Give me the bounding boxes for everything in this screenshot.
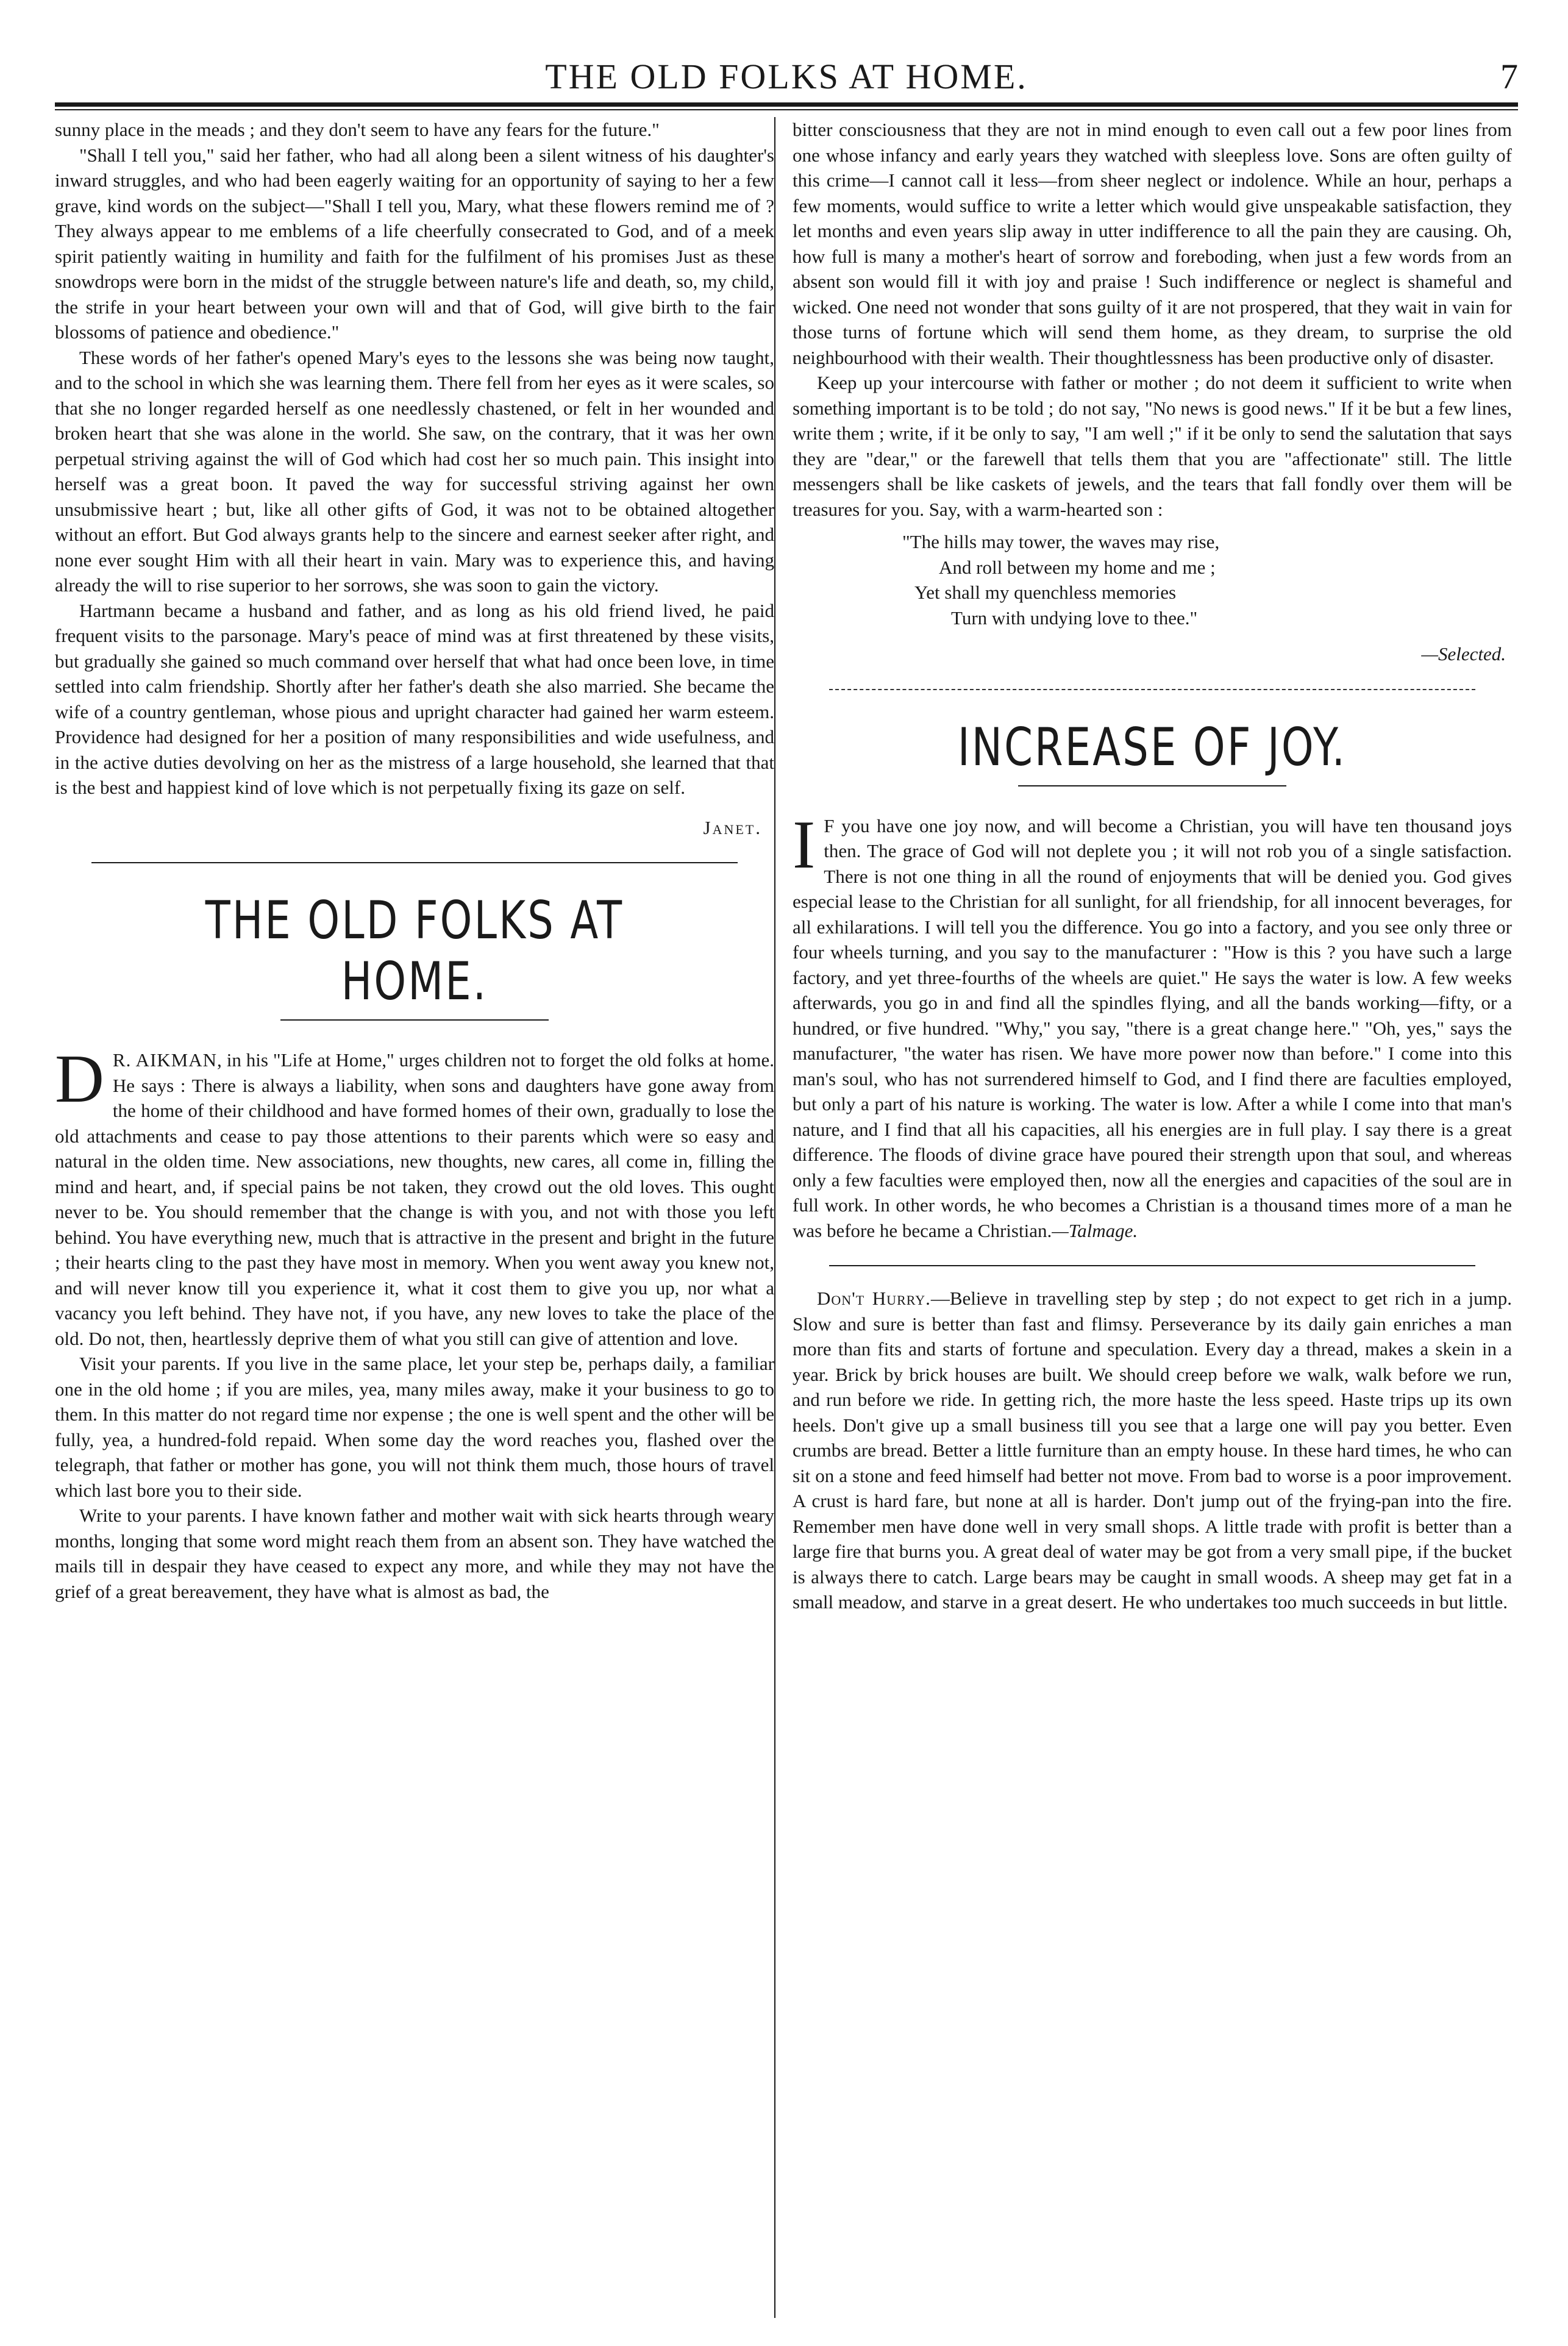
article-paragraph: Visit your parents. If you live in the same place, let your step be, perhaps daily, a familiar one in the old home ; if you are miles, yea, many miles away, make it your business to go to them. In this matter do not regard time nor expense ; the one is well spent and the other will be fully, yea, a hundred-fold repaid. When some day the word reaches you, flashed over the telegraph, that father or mother has gone, you will not think them much, those hours of travel which last bore you to their side. [55, 1353, 774, 1501]
poem-line: "The hills may tower, the waves may rise, [902, 531, 1220, 552]
article-paragraph: bitter consciousness that they are not in mind enough to even call out a few poor lines from one whose infancy and early years they watched with sleepless love. Sons are often guilty of this crime—I cannot call it less—from sheer neglect or indolence. While an hour, perhaps a few moments, would suffice to write a letter which would give unspeakable satisfaction, they let months and even years slip away in utter indifference to all the pain they are causing. Oh, how full is many a mother's heart of sorrow and foreboding, when just a few words from an absent son would fill it with joy and praise ! Such indifference or neglect is shameful and wicked. One need not wonder that sons guilty of it are not prospered, that they wait in vain for those turns of fortune which will send them home, as they dream, to surprise the old neighbourhood with their wealth. Their thoughtlessness has been productive only of disaster. [793, 119, 1512, 368]
poem-line: Yet shall my quenchless memories [914, 582, 1177, 603]
story-paragraph: Hartmann became a husband and father, and as long as his old friend lived, he paid frequent visits to the parsonage. Mary's peace of mind was at first threatened by these visits, but gradually she gained so much command over herself that what had once been love, in time settled into calm friendship. Shortly after her father's death she also married. She became the wife of a country gentleman, whose pious and upright character had gained her warm esteem. Providence had designed for her a position of many responsibilities and wide usefulness, and in the active duties devolving on her as the mistress of a large household, she learned that that is the best and happiest kind of love which is not perpetually fixing its gaze on self. [55, 599, 774, 798]
header-rule [55, 102, 1518, 110]
article-paragraph [793, 1286, 1512, 1615]
left-column [55, 117, 774, 2318]
article-title: INCREASE OF JOY. [957, 716, 1347, 778]
running-header [55, 54, 1518, 102]
section-separator [829, 689, 1475, 690]
article-paragraph: Write to your parents. I have known father and mother wait with sick hearts through weary months, longing that some word might reach them from an absent son. They have watched the mails till in despair they have ceased to expect any more, and while they may not have the grief of a great bereavement, they have what is almost as bad, the [55, 1505, 774, 1602]
selected-credit: —Selected. [1421, 643, 1506, 665]
poem-line: Turn with undying love to thee." [951, 607, 1198, 629]
dropcap: D [55, 1041, 104, 1117]
right-column [793, 117, 1512, 2318]
article-text: F you have one joy now, and will become a Christian, you will have ten thousand joys then. The grace of God will not deplete you ; it will not rob you of a single satisfaction. There is not one thing in all the round of enjoyments that will be denied you. God gives especial lease to the Christian for all sunlight, for all friendship, for all innocent beverages, for all exhilarations. I will tell you the difference. You go into a factory, and you see only three or four wheels turning, and you say to the manufacturer : "How is this ? you have such a large factory, and yet three-fourths of the wheels are quiet." He says the water is low. A few weeks afterwards, you go in and find all the spindles flying, and all the bands working—fifty, or a hundred, or five hundred. "Why," you say, "there is a great change here." "Oh, yes," says the manufacturer, "the water has risen. We have more power now than before." I come into this man's soul, who has not surrendered himself to God, and I find there are faculties employed, but only a part of his nature is working. The water is low. After a while I come into that man's nature, and I find that all his capacities, all his energies are in full play. I say there is a great difference. The floods of divine grace have poured their strength upon that soul, and whereas only a few faculties were employed then, now all the energies and capacities of the soul are in full work. In other words, he who becomes a Christian is a thousand times more of a man he was before he became a Christian. [793, 815, 1512, 1241]
lead-author: R. AIKMAN [112, 1049, 217, 1071]
article-paragraph [55, 1041, 774, 1351]
section-separator [829, 1265, 1475, 1266]
story-paragraph: sunny place in the meads ; and they don't seem to have any fears for the future." [55, 119, 660, 140]
page-number: 7 [1500, 57, 1518, 96]
title-underline [280, 1019, 549, 1021]
dropcap: I [793, 807, 816, 883]
story-paragraph: "Shall I tell you," said her father, who had all along been a silent witness of his daughter's inward struggles, and who had been eagerly waiting for an opportunity of saying to her a few grave, kind words on the subject—"Shall I tell you, Mary, what these flowers remind me of ? They always appear to me emblems of a life cheerfully consecrated to God, and of a meek spirit patiently waiting in humility and faith for the fulfilment of his promises Just as these snowdrops were born in the midst of the struggle between nature's life and death, so, my child, the strife in your heart between your own will and that of God, will give birth to the fair blossoms of patience and obedience." [55, 144, 774, 343]
section-separator [91, 862, 738, 863]
poem-line: And roll between my home and me ; [939, 556, 1216, 578]
running-title: THE OLD FOLKS AT HOME. [545, 57, 1028, 96]
article-text: —Believe in travelling step by step ; do not expect to get rich in a jump. Slow and sure is better than fast and flimsy. Perseverance by its daily gain enriches a man more than fits and starts of fortune and speculation. Every day a thread, makes a skein in a year. Brick by brick houses are built. We should creep before we walk, walk before we run, and run before we ride. In getting rich, the more haste the less speed. Haste trips up its own heels. Don't give up a small business till you see that a large one will pay you better. Even crumbs are bread. Better a little furniture than an empty house. In these hard times, he who can sit on a stone and feed himself had better not move. From bad to worse is a poor improvement. A crust is hard fare, but none at all is harder. Don't jump out of the frying-pan into the fire. Remember men have done well in very small shops. A little trade with profit is better than a large fire that burns you. A great deal of water may be got from a very small pipe, if the bucket is always there to catch. Large bears may be caught in small woods. A sheep may get fat in a small meadow, and starve in a great desert. He who undertakes too much succeeds in but little. [793, 1288, 1512, 1613]
attribution: —Talmage. [1052, 1219, 1138, 1241]
lead-heading: Don't Hurry. [817, 1288, 931, 1309]
article-paragraph: Keep up your intercourse with father or mother ; do not deem it sufficient to write when something important is to be told ; do not say, "No news is good news." If it be but a few lines, write them ; write, if it be only to say, "I am well ;" if it be only to send the salutation that says they are "dear," or the farewell that tells them that you are "affectionate" still. The little messengers shall be like caskets of jewels, and the tears that fall fondly over them will be treasures for you. Say, with a warm-hearted son : [793, 372, 1512, 520]
column-divider [774, 117, 775, 2318]
poem [793, 529, 1512, 630]
article-title: THE OLD FOLKS AT HOME. [205, 890, 624, 1012]
story-paragraph: These words of her father's opened Mary's eyes to the lessons she was being now taught, and to the school in which she was learning them. There fell from her eyes as it were scales, so that she no longer regarded herself as one needlessly chastened, or felt in her wounded and broken heart that she was alone in the world. She saw, on the contrary, that it was her own perpetual striving against the will of God which had cost her so much pain. This insight into herself was a great boon. It paved the way for successful striving against her own unsubmissive heart ; but, like all other gifts of God, it was not to be obtained altogether without an effort. But God always grants help to the sincere and earnest seeker after right, and none ever sought Him with all their heart in vain. Mary was to experience this, and having already the will to rise superior to her sorrows, she was soon to gain the victory. [55, 346, 774, 596]
story-signature: Janet. [703, 816, 762, 838]
title-underline [1018, 785, 1286, 786]
article-paragraph [793, 807, 1512, 1244]
article-text: , in his "Life at Home," urges children not to forget the old folks at home. He says : There is always a liability, when sons and daughters have gone away from the home of their childhood and have formed homes of their own, gradually to lose the old attachments and cease to pay those attentions to their parents which were so easy and natural in the olden time. New associations, new thoughts, new cares, all come in, filling the mind and heart, and, if special pains be not taken, they crowd out the old loves. This ought never to be. You should remember that the change is with you, and not with those you left behind. You have everything new, much that is attractive in the present and bright in the future ; their hearts cling to the past they have most in memory. When you went away you knew not, and will never know till you experience it, what it cost them to give you up, nor what a vacancy you left behind. They have not, if you have, any new loves to take the place of the old. Do not, then, heartlessly deprive them of what you still can give of attention and love. [55, 1049, 774, 1349]
